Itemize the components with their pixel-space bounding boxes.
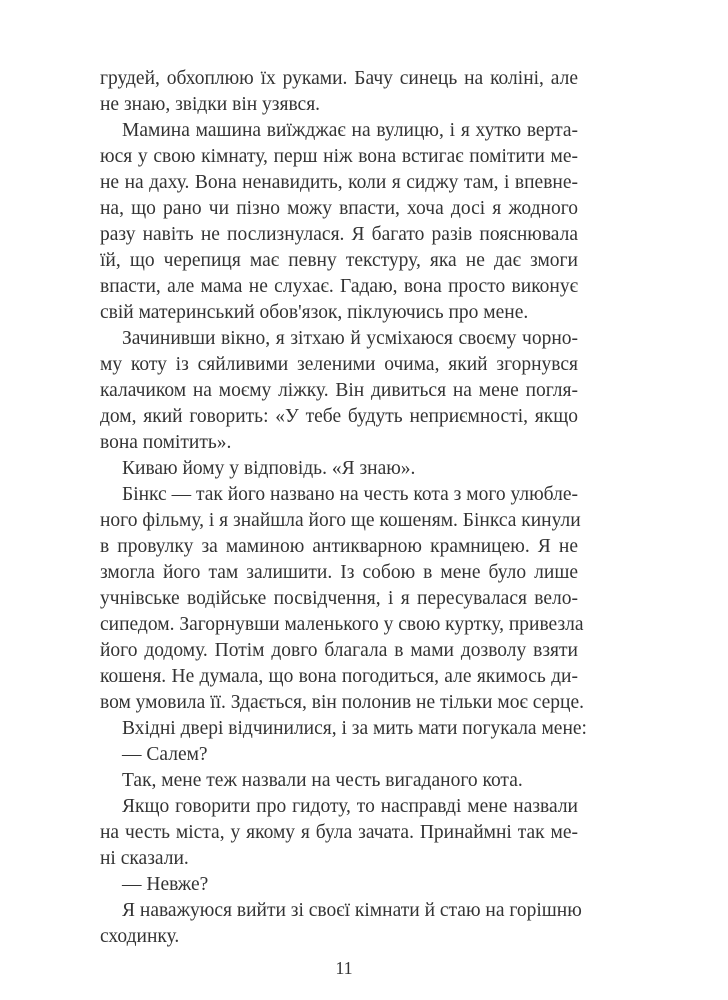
text-line: учнівське водійське посвідчення, і я пересувалася вело- [100,588,578,609]
text-line: ні сказали. [100,848,189,869]
text-line: впасти, але мама не слухає. Гадаю, вона просто виконує [100,276,578,297]
text-line: ного фільму, і я знайшла його ще кошеням. Бінкса кинули [100,510,581,531]
text-line: не знаю, звідки він узявся. [100,94,321,115]
text-line: разу навіть не послизнулася. Я багато разів пояснювала [100,224,578,245]
text-line: вом умовила її. Здається, він полонив не тільки моє серце. [100,692,584,713]
text-line: свій материнський обов'язок, піклуючись про мене. [100,302,529,323]
text-line: Киваю йому у відповідь. «Я знаю». [122,458,416,479]
text-line: на, що рано чи пізно можу впасти, хоча досі я жодного [100,198,578,219]
page-number: 11 [335,958,353,978]
text-line: в провулку за маминою антикварною крамницею. Я не [100,536,578,557]
text-line: Вхідні двері відчинилися, і за мить мати погукала мене: [122,718,587,739]
text-line: Так, мене теж назвали на честь вигаданого кота. [122,770,523,791]
text-line: Я наважуюся вийти зі своєї кімнати й стаю на горішню [122,900,582,921]
text-line: кошеня. Не думала, що вона погодиться, але якимось ди- [100,666,578,687]
text-line: його додому. Потім довго благала в мами дозволу взяти [100,640,578,661]
text-line: — Салем? [122,744,208,765]
body-text [100,66,587,950]
text-line: на честь міста, у якому я була зачата. Принаймні так ме- [100,822,578,843]
text-line: му коту із сяйливими зеленими очима, який згорнувся [100,354,578,375]
text-line: змогла його там залишити. Із собою в мене було лише [100,562,578,583]
text-line: Бінкс — так його названо на честь кота з мого улюбле- [122,484,578,505]
text-line: Якщо говорити про гидоту, то насправді мене назвали [122,796,578,817]
text-line: калачиком на моєму ліжку. Він дивиться на мене погля- [100,380,578,401]
text-line: їй, що черепиця має певну текстуру, яка не дає змоги [100,250,578,271]
text-line: не на даху. Вона ненавидить, коли я сиджу там, і впевне- [100,172,578,193]
text-line: сходинку. [100,926,180,947]
text-line: юся у свою кімнату, перш ніж вона встигає помітити ме- [100,146,578,167]
text-line: сипедом. Загорнувши маленького у свою куртку, привезла [100,614,584,635]
text-line: Мамина машина виїжджає на вулицю, і я хутко верта- [122,120,578,141]
text-line: дом, який говорить: «У тебе будуть неприємності, якщо [100,406,578,427]
text-line: Зачинивши вікно, я зітхаю й усміхаюся своєму чорно- [122,328,578,349]
text-line: вона помітить». [100,432,232,453]
text-line: грудей, обхоплюю їх руками. Бачу синець на коліні, але [100,68,578,89]
text-line: — Невже? [122,874,209,895]
